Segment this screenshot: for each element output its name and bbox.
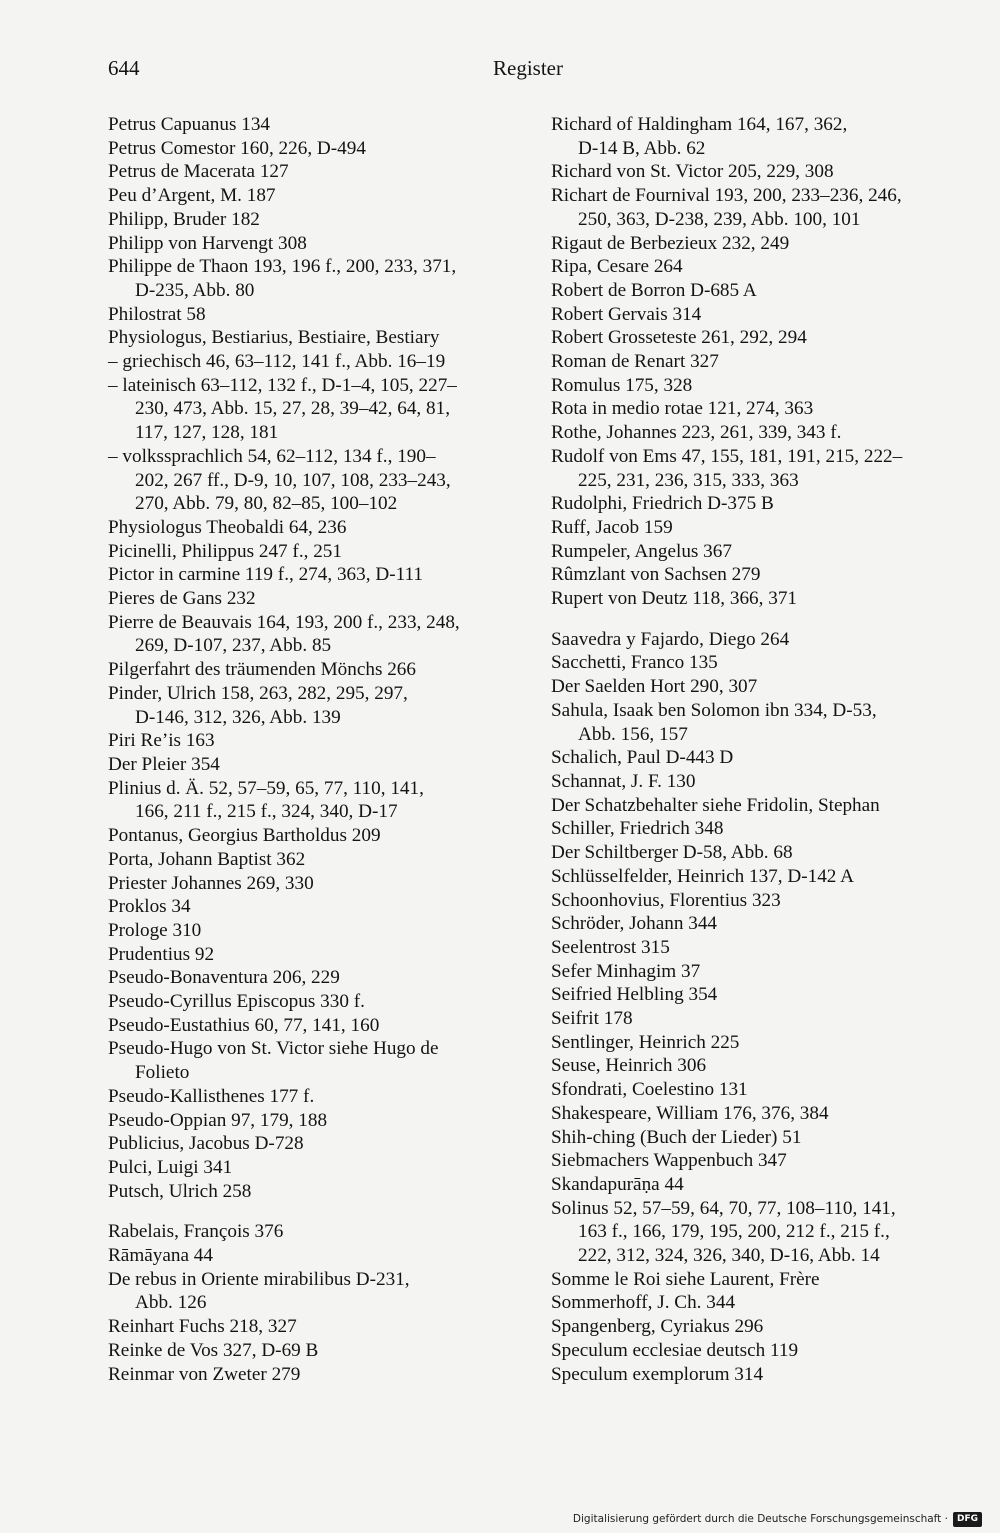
index-entry-line: Prologe 310 xyxy=(108,919,202,941)
index-entry-line: Proklos 34 xyxy=(108,896,191,918)
index-entry-continuation: 163 f., 166, 179, 195, 200, 212 f., 215 f., xyxy=(578,1221,890,1243)
index-entry-continuation: Abb. 156, 157 xyxy=(578,723,688,745)
index-entry-line: Pinder, Ulrich 158, 263, 282, 295, 297, xyxy=(108,682,408,704)
index-entry xyxy=(108,160,518,184)
index-entry xyxy=(551,350,971,374)
index-entry-line: Pseudo-Bonaventura 206, 229 xyxy=(108,967,340,989)
index-entry-line: Rabelais, François 376 xyxy=(108,1221,284,1243)
index-entry xyxy=(551,628,971,652)
index-entry xyxy=(551,587,971,611)
index-entry xyxy=(108,966,518,990)
index-entry xyxy=(108,729,518,753)
index-entry-line: Pieres de Gans 232 xyxy=(108,588,256,610)
index-entry xyxy=(108,1109,518,1133)
index-entry xyxy=(108,1014,518,1038)
dfg-logo: DFG xyxy=(953,1512,982,1527)
index-entry xyxy=(551,492,971,516)
index-entry xyxy=(108,848,518,872)
index-entry-line: Rudolphi, Friedrich D-375 B xyxy=(551,493,774,515)
index-entry-line: Sahula, Isaak ben Solomon ibn 334, D-53, xyxy=(551,699,877,721)
index-entry xyxy=(108,824,518,848)
index-entry xyxy=(108,255,518,302)
index-entry xyxy=(108,1156,518,1180)
index-entry xyxy=(108,350,518,374)
index-entry-line: Schalich, Paul D-443 D xyxy=(551,747,734,769)
index-entry xyxy=(551,699,971,746)
index-entry-line: – lateinisch 63–112, 132 f., D-1–4, 105, 227– xyxy=(108,374,457,396)
index-entry-continuation: 270, Abb. 79, 80, 82–85, 100–102 xyxy=(135,493,398,515)
index-entry xyxy=(551,1173,971,1197)
index-entry-continuation: 166, 211 f., 215 f., 324, 340, D-17 xyxy=(135,801,398,823)
index-entry xyxy=(108,611,518,658)
index-entry xyxy=(108,990,518,1014)
index-entry-line: Pilgerfahrt des träumenden Mönchs 266 xyxy=(108,659,416,681)
index-entry-line: Philostrat 58 xyxy=(108,303,206,325)
index-entry xyxy=(551,1291,971,1315)
index-entry xyxy=(551,1054,971,1078)
index-entry-line: Philipp, Bruder 182 xyxy=(108,208,260,230)
index-entry-line: Der Schatzbehalter siehe Fridolin, Stephan xyxy=(551,794,880,816)
index-entry xyxy=(108,1220,518,1244)
page-header xyxy=(108,56,948,86)
index-entry xyxy=(108,1085,518,1109)
index-entry-continuation: 230, 473, Abb. 15, 27, 28, 39–42, 64, 81, xyxy=(135,398,451,420)
index-entry xyxy=(551,817,971,841)
index-entry xyxy=(551,445,971,492)
index-entry-line: Philipp von Harvengt 308 xyxy=(108,232,307,254)
index-entry-line: Peu d’Argent, M. 187 xyxy=(108,185,276,207)
index-entry xyxy=(551,794,971,818)
index-entry-line: Petrus de Macerata 127 xyxy=(108,161,289,183)
index-entry xyxy=(551,113,971,160)
index-entry-line: Sommerhoff, J. Ch. 344 xyxy=(551,1292,736,1314)
index-entry-continuation: Abb. 126 xyxy=(135,1292,207,1314)
index-entry xyxy=(551,1197,971,1268)
index-entry-line: Seuse, Heinrich 306 xyxy=(551,1055,707,1077)
index-entry-line: Somme le Roi siehe Laurent, Frère xyxy=(551,1268,820,1290)
index-entry-line: Schiller, Friedrich 348 xyxy=(551,818,724,840)
index-entry xyxy=(108,943,518,967)
index-entry-line: Piri Re’is 163 xyxy=(108,730,215,752)
page-number: 644 xyxy=(108,56,140,80)
index-entry xyxy=(551,255,971,279)
index-entry-line: Rota in medio rotae 121, 274, 363 xyxy=(551,398,814,420)
index-entry-line: Der Saelden Hort 290, 307 xyxy=(551,676,758,698)
index-entry xyxy=(108,137,518,161)
index-entry-line: Rothe, Johannes 223, 261, 339, 343 f. xyxy=(551,422,842,444)
index-entry-line: Petrus Capuanus 134 xyxy=(108,114,271,135)
index-entry xyxy=(551,397,971,421)
index-entry-line: Pseudo-Cyrillus Episcopus 330 f. xyxy=(108,991,365,1013)
index-entry xyxy=(551,160,971,184)
index-entry xyxy=(551,1268,971,1292)
index-entry xyxy=(108,777,518,824)
index-entry-line: Richart de Fournival 193, 200, 233–236, 246, xyxy=(551,185,902,207)
index-entry xyxy=(551,326,971,350)
index-entry-line: Seifried Helbling 354 xyxy=(551,984,718,1006)
index-entry-line: Rudolf von Ems 47, 155, 181, 191, 215, 222– xyxy=(551,445,903,467)
index-entry xyxy=(108,1363,518,1387)
index-entry-line: Philippe de Thaon 193, 196 f., 200, 233, 371, xyxy=(108,256,457,278)
index-entry-line: Siebmachers Wappenbuch 347 xyxy=(551,1150,787,1172)
index-entry-line: Ripa, Cesare 264 xyxy=(551,256,683,278)
index-entry xyxy=(551,865,971,889)
index-entry-line: Pseudo-Eustathius 60, 77, 141, 160 xyxy=(108,1014,380,1036)
index-entry-continuation: 250, 363, D-238, 239, Abb. 100, 101 xyxy=(578,208,861,230)
index-entry xyxy=(551,1126,971,1150)
index-entry-line: Physiologus, Bestiarius, Bestiaire, Bestiary xyxy=(108,327,440,349)
index-entry-continuation: 117, 127, 128, 181 xyxy=(135,422,279,444)
index-entry-line: Reinke de Vos 327, D-69 B xyxy=(108,1339,319,1361)
index-entry-line: Seifrit 178 xyxy=(551,1008,633,1030)
index-entry-continuation: 269, D-107, 237, Abb. 85 xyxy=(135,635,332,657)
index-entry-line: Rigaut de Berbezieux 232, 249 xyxy=(551,232,790,254)
index-entry-line: Priester Johannes 269, 330 xyxy=(108,872,314,894)
index-entry-line: Seelentrost 315 xyxy=(551,936,670,958)
index-entry xyxy=(551,1102,971,1126)
index-entry-continuation: Folieto xyxy=(135,1062,190,1084)
index-entry-line: Sefer Minhagim 37 xyxy=(551,960,701,982)
running-head: Register xyxy=(493,56,563,80)
index-entry xyxy=(108,208,518,232)
footer xyxy=(573,1509,982,1529)
index-entry-continuation: D-146, 312, 326, Abb. 139 xyxy=(135,706,341,728)
index-column-right xyxy=(551,113,971,1386)
index-entry xyxy=(108,1268,518,1315)
index-entry-line: Publicius, Jacobus D-728 xyxy=(108,1133,304,1155)
index-entry-line: Roman de Renart 327 xyxy=(551,351,719,373)
index-entry xyxy=(551,563,971,587)
index-entry-line: Reinhart Fuchs 218, 327 xyxy=(108,1316,297,1338)
index-entry-line: Rumpeler, Angelus 367 xyxy=(551,540,732,562)
index-entry-line: Schannat, J. F. 130 xyxy=(551,770,696,792)
index-entry xyxy=(108,587,518,611)
index-entry xyxy=(551,1007,971,1031)
index-entry xyxy=(108,919,518,943)
index-entry-continuation: 222, 312, 324, 326, 340, D-16, Abb. 14 xyxy=(578,1245,880,1267)
index-entry xyxy=(551,1339,971,1363)
index-entry xyxy=(551,841,971,865)
index-entry xyxy=(551,1315,971,1339)
index-entry-line: Plinius d. Ä. 52, 57–59, 65, 77, 110, 141, xyxy=(108,777,424,799)
index-entry xyxy=(108,682,518,729)
index-entry-line: Shih-ching (Buch der Lieder) 51 xyxy=(551,1126,802,1148)
index-entry-line: Solinus 52, 57–59, 64, 70, 77, 108–110, 141, xyxy=(551,1197,896,1219)
index-entry xyxy=(108,232,518,256)
index-entry xyxy=(551,421,971,445)
index-entry-line: Pseudo-Kallisthenes 177 f. xyxy=(108,1085,315,1107)
index-entry-line: Saavedra y Fajardo, Diego 264 xyxy=(551,628,790,650)
index-entry-line: Schröder, Johann 344 xyxy=(551,913,718,935)
index-entry-line: Schoonhovius, Florentius 323 xyxy=(551,889,781,911)
index-entry xyxy=(551,279,971,303)
index-entry xyxy=(551,540,971,564)
index-entry-line: Robert Grosseteste 261, 292, 294 xyxy=(551,327,807,349)
index-entry-line: Romulus 175, 328 xyxy=(551,374,693,396)
index-entry xyxy=(108,113,518,137)
index-entry-line: Pontanus, Georgius Bartholdus 209 xyxy=(108,825,381,847)
index-entry-line: Sacchetti, Franco 135 xyxy=(551,652,718,674)
index-entry-line: Robert de Borron D-685 A xyxy=(551,279,757,301)
index-entry xyxy=(551,983,971,1007)
index-entry xyxy=(108,753,518,777)
index-entry-line: Rupert von Deutz 118, 366, 371 xyxy=(551,588,798,610)
index-entry-line: Pierre de Beauvais 164, 193, 200 f., 233, 248, xyxy=(108,611,460,633)
index-entry xyxy=(551,651,971,675)
index-entry-line: – griechisch 46, 63–112, 141 f., Abb. 16–19 xyxy=(108,351,446,373)
index-entry-line: Pulci, Luigi 341 xyxy=(108,1156,233,1178)
index-entry xyxy=(551,374,971,398)
index-entry-line: Sentlinger, Heinrich 225 xyxy=(551,1031,740,1053)
index-entry-line: Reinmar von Zweter 279 xyxy=(108,1363,301,1385)
letter-section-gap xyxy=(108,1203,518,1220)
index-column-left xyxy=(108,113,518,1386)
index-entry xyxy=(551,746,971,770)
index-entry-line: Ruff, Jacob 159 xyxy=(551,516,673,538)
index-entry-line: Sfondrati, Coelestino 131 xyxy=(551,1079,748,1101)
index-entry-line: Petrus Comestor 160, 226, D-494 xyxy=(108,137,366,159)
index-entry xyxy=(108,1037,518,1084)
index-entry xyxy=(108,445,518,516)
index-entry xyxy=(108,1339,518,1363)
index-entry xyxy=(108,516,518,540)
index-entry-line: Schlüsselfelder, Heinrich 137, D-142 A xyxy=(551,865,854,887)
index-entry-line: De rebus in Oriente mirabilibus D-231, xyxy=(108,1268,410,1290)
index-entry xyxy=(551,936,971,960)
index-entry-line: – volkssprachlich 54, 62–112, 134 f., 190– xyxy=(108,445,436,467)
index-entry xyxy=(551,184,971,231)
index-entry xyxy=(551,960,971,984)
index-entry-line: Speculum exemplorum 314 xyxy=(551,1363,764,1385)
index-entry-line: Richard of Haldingham 164, 167, 362, xyxy=(551,114,848,135)
index-entry xyxy=(551,1078,971,1102)
index-entry-line: Prudentius 92 xyxy=(108,943,215,965)
index-entry xyxy=(108,658,518,682)
index-entry xyxy=(551,232,971,256)
index-entry-line: Richard von St. Victor 205, 229, 308 xyxy=(551,161,834,183)
index-entry xyxy=(108,184,518,208)
index-entry-line: Der Schiltberger D-58, Abb. 68 xyxy=(551,842,793,864)
index-entry xyxy=(108,374,518,445)
index-entry xyxy=(551,912,971,936)
index-entry xyxy=(108,872,518,896)
index-entry-continuation: D-235, Abb. 80 xyxy=(135,279,255,301)
funding-note: Digitalisierung gefördert durch die Deutsche Forschungsgemeinschaft · xyxy=(572,1513,948,1525)
index-entry xyxy=(551,1031,971,1055)
letter-section-gap xyxy=(551,611,971,628)
index-entry-line: Robert Gervais 314 xyxy=(551,303,702,325)
index-entry xyxy=(108,1244,518,1268)
index-entry-line: Speculum ecclesiae deutsch 119 xyxy=(551,1339,799,1361)
index-entry xyxy=(551,1149,971,1173)
index-entry xyxy=(551,1363,971,1387)
index-entry-line: Pseudo-Oppian 97, 179, 188 xyxy=(108,1109,328,1131)
index-entry xyxy=(551,889,971,913)
index-entry-line: Skandapurāṇa 44 xyxy=(551,1173,684,1195)
index-entry-line: Physiologus Theobaldi 64, 236 xyxy=(108,516,347,538)
index-entry xyxy=(108,563,518,587)
index-entry xyxy=(551,516,971,540)
index-entry xyxy=(108,1180,518,1204)
index-entry-line: Spangenberg, Cyriakus 296 xyxy=(551,1316,764,1338)
index-entry-line: Porta, Johann Baptist 362 xyxy=(108,848,306,870)
index-entry-line: Der Pleier 354 xyxy=(108,753,220,775)
index-entry xyxy=(108,1315,518,1339)
index-entry-continuation: D-14 B, Abb. 62 xyxy=(578,137,706,159)
index-entry-line: Pictor in carmine 119 f., 274, 363, D-111 xyxy=(108,564,423,586)
index-entry xyxy=(108,895,518,919)
index-entry-line: Picinelli, Philippus 247 f., 251 xyxy=(108,540,342,562)
index-entry xyxy=(551,675,971,699)
index-entry-line: Pseudo-Hugo von St. Victor siehe Hugo de xyxy=(108,1038,439,1060)
index-entry xyxy=(108,540,518,564)
index-entry-line: Rûmzlant von Sachsen 279 xyxy=(551,564,761,586)
index-entry-line: Putsch, Ulrich 258 xyxy=(108,1180,252,1202)
index-entry-continuation: 225, 231, 236, 315, 333, 363 xyxy=(578,469,799,491)
index-entry xyxy=(108,326,518,350)
index-entry-continuation: 202, 267 ff., D-9, 10, 107, 108, 233–243, xyxy=(135,469,451,491)
index-entry xyxy=(551,303,971,327)
index-entry-line: Rāmāyana 44 xyxy=(108,1245,213,1267)
index-entry-line: Shakespeare, William 176, 376, 384 xyxy=(551,1102,829,1124)
index-entry xyxy=(108,1132,518,1156)
index-entry xyxy=(551,770,971,794)
index-entry xyxy=(108,303,518,327)
